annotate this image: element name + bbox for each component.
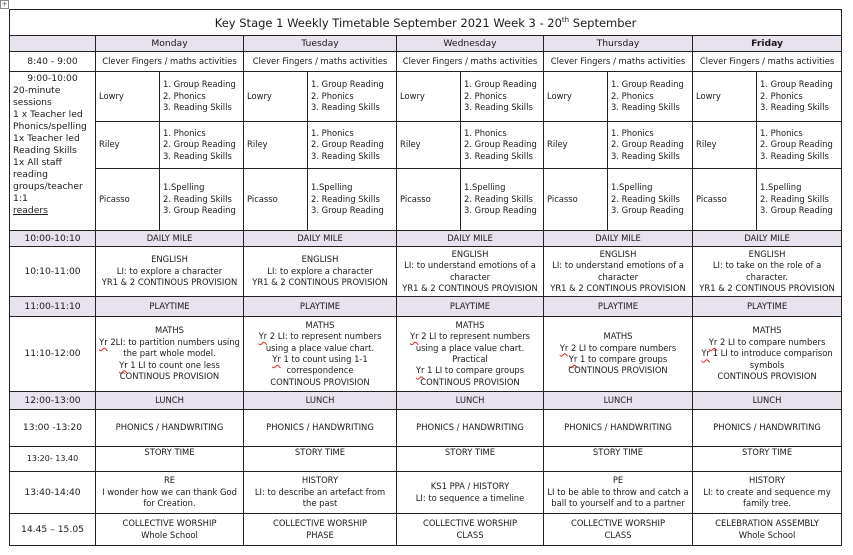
early-cell-monday: Clever Fingers / maths activities [96,52,244,72]
phonics-cell-friday: PHONICS / HANDWRITING [693,410,842,447]
early-cell-wednesday: Clever Fingers / maths activities [397,52,544,72]
maths-yr2-objective: 2 LI to compare numbers [717,336,826,347]
group-activity-item: 3. Reading Skills [163,102,232,113]
group-activity-item: 2. Reading Skills [311,193,380,204]
group-activity-item: 2. Phonics [311,90,354,101]
maths-cell-friday [693,317,842,392]
afternoon-subject: PE [612,475,624,486]
group-name-riley: Riley [244,122,308,169]
daily_mile-cell-friday: DAILY MILE [693,231,842,247]
group-name-picasso: Picasso [544,169,608,231]
english-cell-monday [96,247,244,297]
english-subject: ENGLISH [451,248,489,259]
time-slot: 14.45 – 15.05 [10,514,96,546]
story-cell-tuesday: STORY TIME [244,447,397,472]
group-activity-item: 1. Phonics [464,127,507,138]
maths-provision: CONTINOUS PROVISION [568,365,668,376]
maths-subject: MATHS [603,331,633,342]
afternoon-cell-wednesday [397,472,544,514]
maths-provision: CONTINOUS PROVISION [717,371,817,382]
english-subject: ENGLISH [748,248,786,259]
worship-cell-monday [96,514,244,546]
lunch-cell-monday: LUNCH [96,392,244,410]
worship-cell-friday [693,514,842,546]
afternoon-cell-tuesday [244,472,397,514]
group-name-riley: Riley [96,122,160,169]
group-activity-item: 1. Group Reading [760,79,833,90]
reading-time-slot [10,72,96,231]
group-activity-item: 1.Spelling [163,182,205,193]
day-header-row [10,36,842,52]
yr-abbrev: Yr [258,331,268,342]
english-row [10,247,842,297]
group-name-lowry: Lowry [244,72,308,122]
english-li: LI: to explore a character [116,265,223,276]
maths-provision: CONTINOUS PROVISION [420,376,520,387]
group-name-riley: Riley [693,122,757,169]
maths-provision: CONTINOUS PROVISION [119,371,220,382]
group-activity-item: 3. Reading Skills [611,102,680,113]
reading-group-row-riley [10,122,842,169]
afternoon-cell-thursday [544,472,693,514]
afternoon-subject: RE [163,475,176,486]
group-activity-item: 2. Group Reading [464,139,537,150]
group-name-lowry: Lowry [397,72,461,122]
group-activity-item: 3. Reading Skills [611,150,680,161]
group-activity-item: 2. Group Reading [760,139,833,150]
title-ordinal: th [561,16,570,25]
group-name-riley: Riley [397,122,461,169]
playtime-cell-friday: PLAYTIME [693,297,842,317]
worship-row [10,514,842,546]
lunch-cell-tuesday: LUNCH [244,392,397,410]
yr-abbrev: Yr [415,365,425,376]
table-move-handle-icon[interactable]: + [1,0,8,8]
maths-yr2-objective: 2 LI: to represent numbers using a place value chart. [265,331,382,353]
group-activities-wednesday [461,169,544,231]
maths-yr1-objective: 1 LI to introduce comparison symbols [709,348,833,370]
group-activity-item: 2. Phonics [464,90,507,101]
afternoon-detail: LI: to create and sequence my family tree. [703,486,831,509]
worship-title: COLLECTIVE WORSHIP [570,518,665,529]
english-subject: ENGLISH [151,254,188,265]
time-slot: 11:00-11:10 [10,297,96,317]
group-activity-item: 1. Phonics [760,127,803,138]
time-slot: 13:40-14:40 [10,472,96,514]
group-activities-friday [757,72,842,122]
lunch-row [10,392,842,410]
early-cell-thursday: Clever Fingers / maths activities [544,52,693,72]
english-cell-friday [693,247,842,297]
group-activity-item: 2. Group Reading [611,139,684,150]
yr-abbrev: Yr [708,336,718,347]
worship-cell-thursday [544,514,693,546]
playtime-cell-wednesday: PLAYTIME [397,297,544,317]
timetable [9,9,842,546]
title-row [10,10,842,36]
time-slot: 13:20- 13.40 [10,447,96,472]
title-prefix: Key Stage 1 Weekly Timetable September 2021 Week 3 - 20 [214,16,562,31]
day-header-monday: Monday [96,36,244,52]
time-slot: 10:00-10:10 [10,231,96,247]
worship-title: CELEBRATION ASSEMBLY [715,518,819,529]
day-header-wednesday: Wednesday [397,36,544,52]
time-slot: 10:10-11:00 [10,247,96,297]
time-header-blank [10,36,96,52]
worship-audience: PHASE [306,529,334,540]
phonics-cell-wednesday: PHONICS / HANDWRITING [397,410,544,447]
reading-time-line: 9:00-10:00 [27,73,78,84]
worship-title: COLLECTIVE WORSHIP [422,518,517,529]
worship-title: COLLECTIVE WORSHIP [272,518,367,529]
early-cell-tuesday: Clever Fingers / maths activities [244,52,397,72]
group-activity-item: 2. Phonics [611,90,654,101]
worship-title: COLLECTIVE WORSHIP [122,518,217,529]
group-activities-tuesday [308,72,397,122]
group-activity-item: 2. Phonics [760,90,803,101]
group-activity-item: 2. Phonics [163,90,206,101]
phonics-cell-monday: PHONICS / HANDWRITING [96,410,244,447]
worship-cell-tuesday [244,514,397,546]
maths-yr2-objective: 2LI: to partition numbers using the part whole model. [107,336,240,359]
afternoon-subject: KS1 PPA / HISTORY [430,481,510,492]
group-name-riley: Riley [544,122,608,169]
group-activities-friday [757,122,842,169]
time-slot: 12:00-13:00 [10,392,96,410]
playtime-cell-thursday: PLAYTIME [544,297,693,317]
reading-time-line: 1x Teacher led Reading Skills [13,133,80,156]
daily_mile-cell-wednesday: DAILY MILE [397,231,544,247]
yr-abbrev: Yr [568,354,578,364]
afternoon-detail: LI: to sequence a timeline [415,492,525,503]
english-li: LI: to explore a character [267,265,373,276]
group-activities-wednesday [461,72,544,122]
group-activity-item: 1.Spelling [311,182,353,193]
maths-yr2-objective: 2 LI to represent numbers using a place value chart. [415,331,531,353]
time-slot: 13:00 -13:20 [10,410,96,447]
reading-time-last-word: readers [13,205,48,216]
reading-time-line: 1x All staff reading groups/teacher 1:1 [13,157,83,204]
maths-yr1-objective: 1 to compare groups [577,354,668,364]
yr-abbrev: Yr [701,348,710,359]
phonics-row [10,410,842,447]
group-name-picasso: Picasso [96,169,160,231]
yr-abbrev: Yr [119,359,128,370]
daily_mile-cell-monday: DAILY MILE [96,231,244,247]
group-activities-monday [160,72,244,122]
maths-cell-monday [96,317,244,392]
worship-audience: CLASS [604,529,632,540]
group-activity-item: 3. Reading Skills [311,102,380,113]
group-activity-item: 2. Reading Skills [611,193,680,204]
afternoon-detail: I wonder how we can thank God for Creation. [102,486,237,509]
group-name-lowry: Lowry [544,72,608,122]
english-provision: YR1 & 2 CONTINOUS PROVISION [101,277,238,288]
time-slot: 11:10-12:00 [10,317,96,392]
timetable-title [10,10,842,36]
group-activity-item: 3. Group Reading [163,205,236,216]
english-li: LI: to take on the role of a character. [712,260,822,282]
group-name-picasso: Picasso [397,169,461,231]
group-name-lowry: Lowry [693,72,757,122]
group-activity-item: 1.Spelling [611,182,653,193]
story-cell-wednesday: STORY TIME [397,447,544,472]
group-activity-item: 1.Spelling [464,182,506,193]
maths-row [10,317,842,392]
maths-cell-wednesday [397,317,544,392]
title-suffix: September [569,16,637,31]
playtime-row [10,297,842,317]
group-activity-item: 2. Reading Skills [760,193,829,204]
worship-audience: Whole School [141,529,198,540]
day-header-thursday: Thursday [544,36,693,52]
group-activity-item: 3. Group Reading [311,205,384,216]
afternoon-subject: HISTORY [748,475,786,486]
afternoon-detail: LI to be able to throw and catch a ball to yourself and to a partner [547,486,689,509]
group-activity-item: 3. Reading Skills [163,150,232,161]
group-activity-item: 2. Group Reading [311,139,384,150]
daily_mile-row [10,231,842,247]
lunch-cell-thursday: LUNCH [544,392,693,410]
group-activity-item: 3. Reading Skills [464,150,533,161]
early-cell-friday: Clever Fingers / maths activities [693,52,842,72]
group-activity-item: 1. Group Reading [464,79,537,90]
english-li: LI: to understand emotions of a character [552,260,684,282]
english-provision: YR1 & 2 CONTINOUS PROVISION [550,282,686,293]
lunch-cell-wednesday: LUNCH [397,392,544,410]
group-activities-wednesday [461,122,544,169]
story-cell-monday: STORY TIME [96,447,244,472]
maths-extra: Practical [452,354,488,364]
group-activity-item: 1.Spelling [760,182,802,193]
group-activity-item: 3. Group Reading [760,205,833,216]
english-cell-wednesday [397,247,544,297]
english-cell-tuesday [244,247,397,297]
group-activities-friday [757,169,842,231]
group-activities-thursday [608,169,693,231]
afternoon-cell-friday [693,472,842,514]
group-activity-item: 1. Phonics [311,127,354,138]
day-header-friday: Friday [693,36,842,52]
yr-abbrev: Yr [409,331,419,342]
maths-subject: MATHS [752,325,782,336]
time-slot: 8:40 - 9:00 [10,52,96,72]
playtime-cell-tuesday: PLAYTIME [244,297,397,317]
group-activities-tuesday [308,169,397,231]
group-activity-item: 1. Group Reading [311,79,384,90]
group-activity-item: 1. Group Reading [163,79,236,90]
reading-group-row-lowry [10,72,842,122]
maths-subject: MATHS [154,325,185,336]
playtime-cell-monday: PLAYTIME [96,297,244,317]
maths-yr2-objective: 2 LI to compare numbers [568,342,677,353]
lunch-cell-friday: LUNCH [693,392,842,410]
group-activity-item: 3. Group Reading [464,205,537,216]
maths-yr1-objective: 1 LI to count one less [127,359,220,370]
story-cell-friday: STORY TIME [693,447,842,472]
maths-provision: CONTINOUS PROVISION [270,376,370,387]
group-activity-item: 1. Phonics [163,127,206,138]
worship-audience: Whole School [738,529,796,540]
daily_mile-cell-thursday: DAILY MILE [544,231,693,247]
worship-audience: CLASS [456,529,484,540]
group-activity-item: 3. Reading Skills [464,102,533,113]
english-provision: YR1 & 2 CONTINOUS PROVISION [402,282,538,293]
early-row [10,52,842,72]
yr-abbrev: Yr [272,354,281,364]
group-activity-item: 3. Reading Skills [760,102,829,113]
phonics-cell-tuesday: PHONICS / HANDWRITING [244,410,397,447]
maths-subject: MATHS [455,319,485,330]
group-name-picasso: Picasso [693,169,757,231]
day-header-tuesday: Tuesday [244,36,397,52]
group-activity-item: 1. Phonics [611,127,654,138]
afternoon-subject: HISTORY [301,475,339,486]
group-activities-monday [160,169,244,231]
english-provision: YR1 & 2 CONTINOUS PROVISION [252,277,388,288]
english-subject: ENGLISH [599,248,637,259]
maths-subject: MATHS [305,319,335,330]
daily_mile-cell-tuesday: DAILY MILE [244,231,397,247]
story-cell-thursday: STORY TIME [544,447,693,472]
group-activities-thursday [608,122,693,169]
maths-yr1-objective: 1 to count using 1-1 correspondence [280,354,368,376]
group-name-picasso: Picasso [244,169,308,231]
english-subject: ENGLISH [301,254,339,265]
group-activity-item: 3. Group Reading [611,205,684,216]
afternoon-detail: LI: to describe an artefact from the past [254,486,386,509]
group-activity-item: 3. Reading Skills [760,150,829,161]
group-activity-item: 1. Group Reading [611,79,684,90]
maths-yr1-objective: 1 LI to compare groups [424,365,525,376]
reading-group-row-picasso [10,169,842,231]
yr-abbrev: Yr [99,336,108,347]
group-activities-tuesday [308,122,397,169]
english-provision: YR1 & 2 CONTINOUS PROVISION [699,282,835,293]
afternoon-row [10,472,842,514]
maths-cell-tuesday [244,317,397,392]
phonics-cell-thursday: PHONICS / HANDWRITING [544,410,693,447]
yr-abbrev: Yr [559,342,569,353]
group-activities-monday [160,122,244,169]
group-activity-item: 2. Group Reading [163,139,236,150]
group-activity-item: 2. Reading Skills [464,193,533,204]
worship-cell-wednesday [397,514,544,546]
english-cell-thursday [544,247,693,297]
story-row [10,447,842,472]
reading-time-line: 20-minute sessions [13,85,61,108]
maths-cell-thursday [544,317,693,392]
english-li: LI: to understand emotions of a character [404,260,536,282]
group-activities-thursday [608,72,693,122]
group-name-lowry: Lowry [96,72,160,122]
afternoon-cell-monday [96,472,244,514]
group-activity-item: 2. Reading Skills [163,193,232,204]
reading-time-line: 1 x Teacher led Phonics/spelling [13,109,87,132]
group-activity-item: 3. Reading Skills [311,150,380,161]
